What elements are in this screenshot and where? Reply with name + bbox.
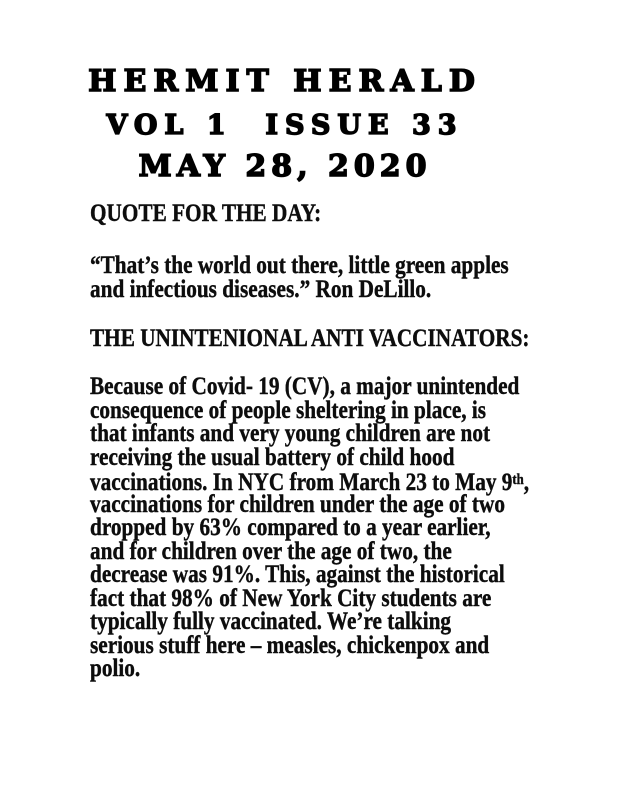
masthead-date-line: MAY 28, 2020 xyxy=(138,149,432,184)
article-section-heading xyxy=(90,327,607,351)
article-line: receiving the usual battery of child hood xyxy=(90,443,455,471)
masthead-title: HERMIT HERALD xyxy=(88,64,482,99)
masthead-volume-line: VOL 1 ISSUE 33 xyxy=(106,110,464,141)
quote-paragraph xyxy=(90,254,583,301)
quote-section-heading xyxy=(90,202,362,226)
article-line: consequence of people sheltering in place, is xyxy=(90,396,487,424)
article-line: vaccinations for children under the age of two xyxy=(90,490,505,518)
quote-heading-text: QUOTE FOR THE DAY: xyxy=(90,200,322,227)
article-heading-text: THE UNINTENIONAL ANTI VACCINATORS: xyxy=(90,325,530,352)
article-line: dropped by 63% compared to a year earlier, xyxy=(90,514,491,541)
article-line: serious stuff here – measles, chickenpox and xyxy=(90,631,490,659)
article-line: that infants and very young children are not xyxy=(90,420,491,447)
article-line: and for children over the age of two, the xyxy=(90,537,452,565)
quote-line: “That’s the world out there, little green apples xyxy=(90,252,509,279)
article-line: polio. xyxy=(90,655,141,682)
superscript-ordinal: th xyxy=(512,472,524,488)
article-line: fact that 98% of New York City students are xyxy=(90,584,492,612)
article-line-with-superscript xyxy=(90,469,530,496)
article-line-pre: vaccinations. In NYC from March 23 to May 9 xyxy=(90,469,513,496)
article-paragraph xyxy=(90,375,607,681)
article-line: Because of Covid- 19 (CV), a major unintended xyxy=(90,373,520,400)
masthead xyxy=(0,0,570,182)
quote-line: and infectious diseases.” Ron DeLillo. xyxy=(90,275,432,303)
article-line-post: , xyxy=(523,469,530,496)
article-line: typically fully vaccinated. We’re talking xyxy=(90,608,452,635)
article-line: decrease was 91%. This, against the historical xyxy=(90,561,505,588)
